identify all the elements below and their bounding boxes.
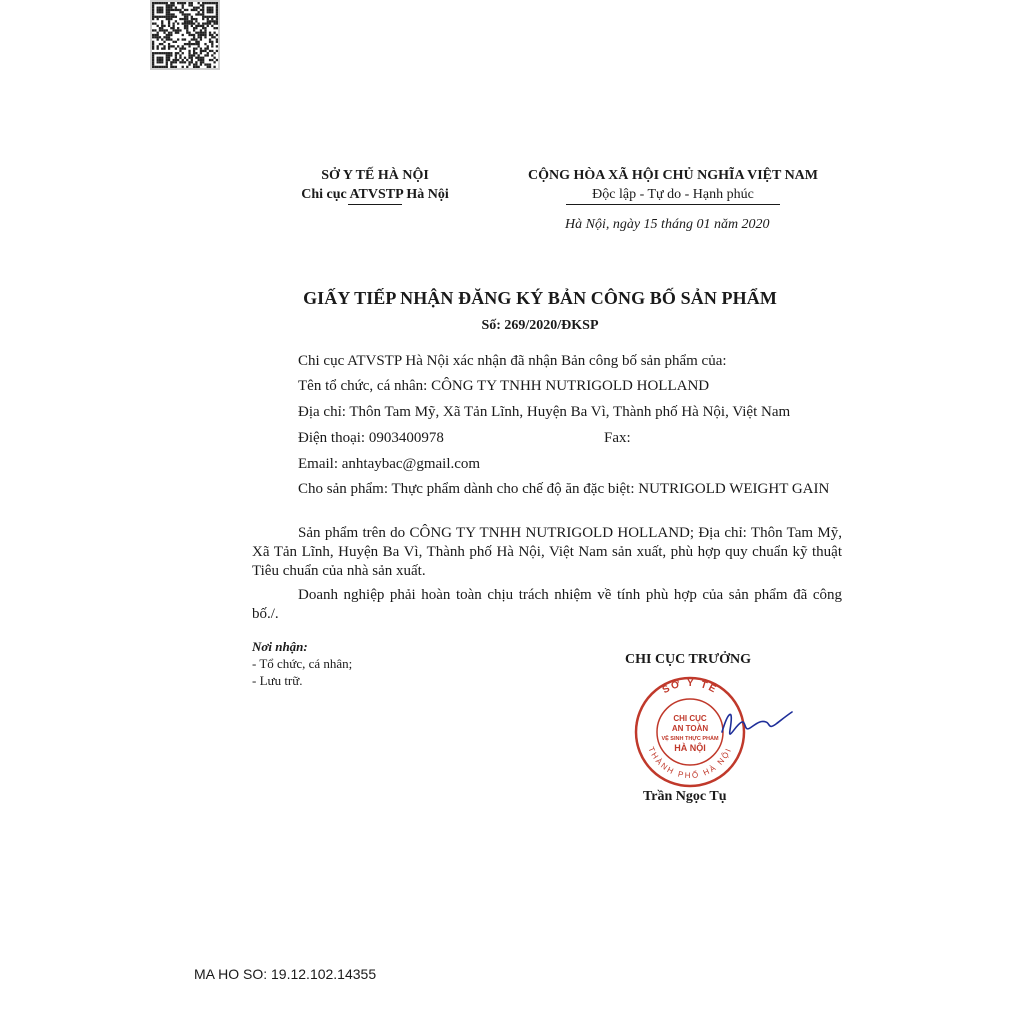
motto-underline [566,204,780,205]
recipient-item: - Tổ chức, cá nhân; [252,656,353,671]
official-stamp [630,672,800,792]
issuing-authority [270,166,480,205]
recipients-heading: Nơi nhận: [252,639,308,654]
handwritten-signature [722,712,792,734]
national-motto [508,166,838,205]
recipients [252,638,352,689]
fax-line: Fax: [604,430,631,446]
address-line: Địa chỉ: Thôn Tam Mỹ, Xã Tản Lĩnh, Huyện Ba Vì, Thành phố Hà Nội, Việt Nam [298,404,791,420]
department-name: Chi cục ATVSTP Hà Nội [301,187,449,202]
product-paragraph: Cho sản phẩm: Thực phẩm dành cho chế độ ăn đặc biệt: NUTRIGOLD WEIGHT GAIN [298,481,830,497]
signer-name: Trần Ngọc Tụ [643,789,727,804]
organization-line: Tên tổ chức, cá nhân: CÔNG TY TNHH NUTRIGOLD HOLLAND [298,378,710,394]
recipient-item: - Lưu trữ. [252,673,303,688]
phone-line: Điện thoại: 0903400978 [298,430,444,446]
issue-date: Hà Nội, ngày 15 tháng 01 năm 2020 [565,217,770,232]
qr-code-pattern [152,2,218,68]
document-title: GIẤY TIẾP NHẬN ĐĂNG KÝ BẢN CÔNG BỐ SẢN PHẨM [303,288,777,308]
document-number: Số: 269/2020/ĐKSP [481,318,599,333]
intro-line: Chi cục ATVSTP Hà Nội xác nhận đã nhận Bản công bố sản phẩm của: [298,353,727,369]
country-name: CỘNG HÒA XÃ HỘI CHỦ NGHĨA VIỆT NAM [527,168,818,183]
stamp-graphic [630,672,800,792]
responsibility-paragraph: Doanh nghiệp phải hoàn toàn chịu trách nhiệm về tính phù hợp của sản phẩm đã công bố./. [252,587,842,622]
signer-title: CHI CỤC TRƯỞNG [625,652,752,667]
motto: Độc lập - Tự do - Hạnh phúc [592,187,754,202]
stamp-top-text: SỞ Y TẾ [660,677,720,697]
manufacturer-paragraph: Sản phẩm trên do CÔNG TY TNHH NUTRIGOLD HOLLAND; Địa chỉ: Thôn Tam Mỹ, Xã Tản Lĩnh, Huyện Ba Vì, Thành phố Hà Nội, Việt Nam sản xuất, phù hợp quy chuẩn kỹ thuật Tiêu chuẩn của nhà sản xuất. [252,525,842,579]
ministry-name: SỞ Y TẾ HÀ NỘI [321,168,429,183]
authority-underline [348,204,402,205]
stamp-center-line4: HÀ NỘI [674,743,706,753]
stamp-center-line2: AN TOÀN [671,724,709,733]
qr-code [150,0,220,70]
stamp-center-line1: CHI CỤC [673,714,707,723]
stamp-center-line3: VỆ SINH THỰC PHẨM [661,736,719,742]
email-line: Email: anhtaybac@gmail.com [298,456,481,472]
stamp-bottom-text: THÀNH PHỐ HÀ NỘI [646,745,734,781]
dossier-code: MA HO SO: 19.12.102.14355 [194,966,377,982]
